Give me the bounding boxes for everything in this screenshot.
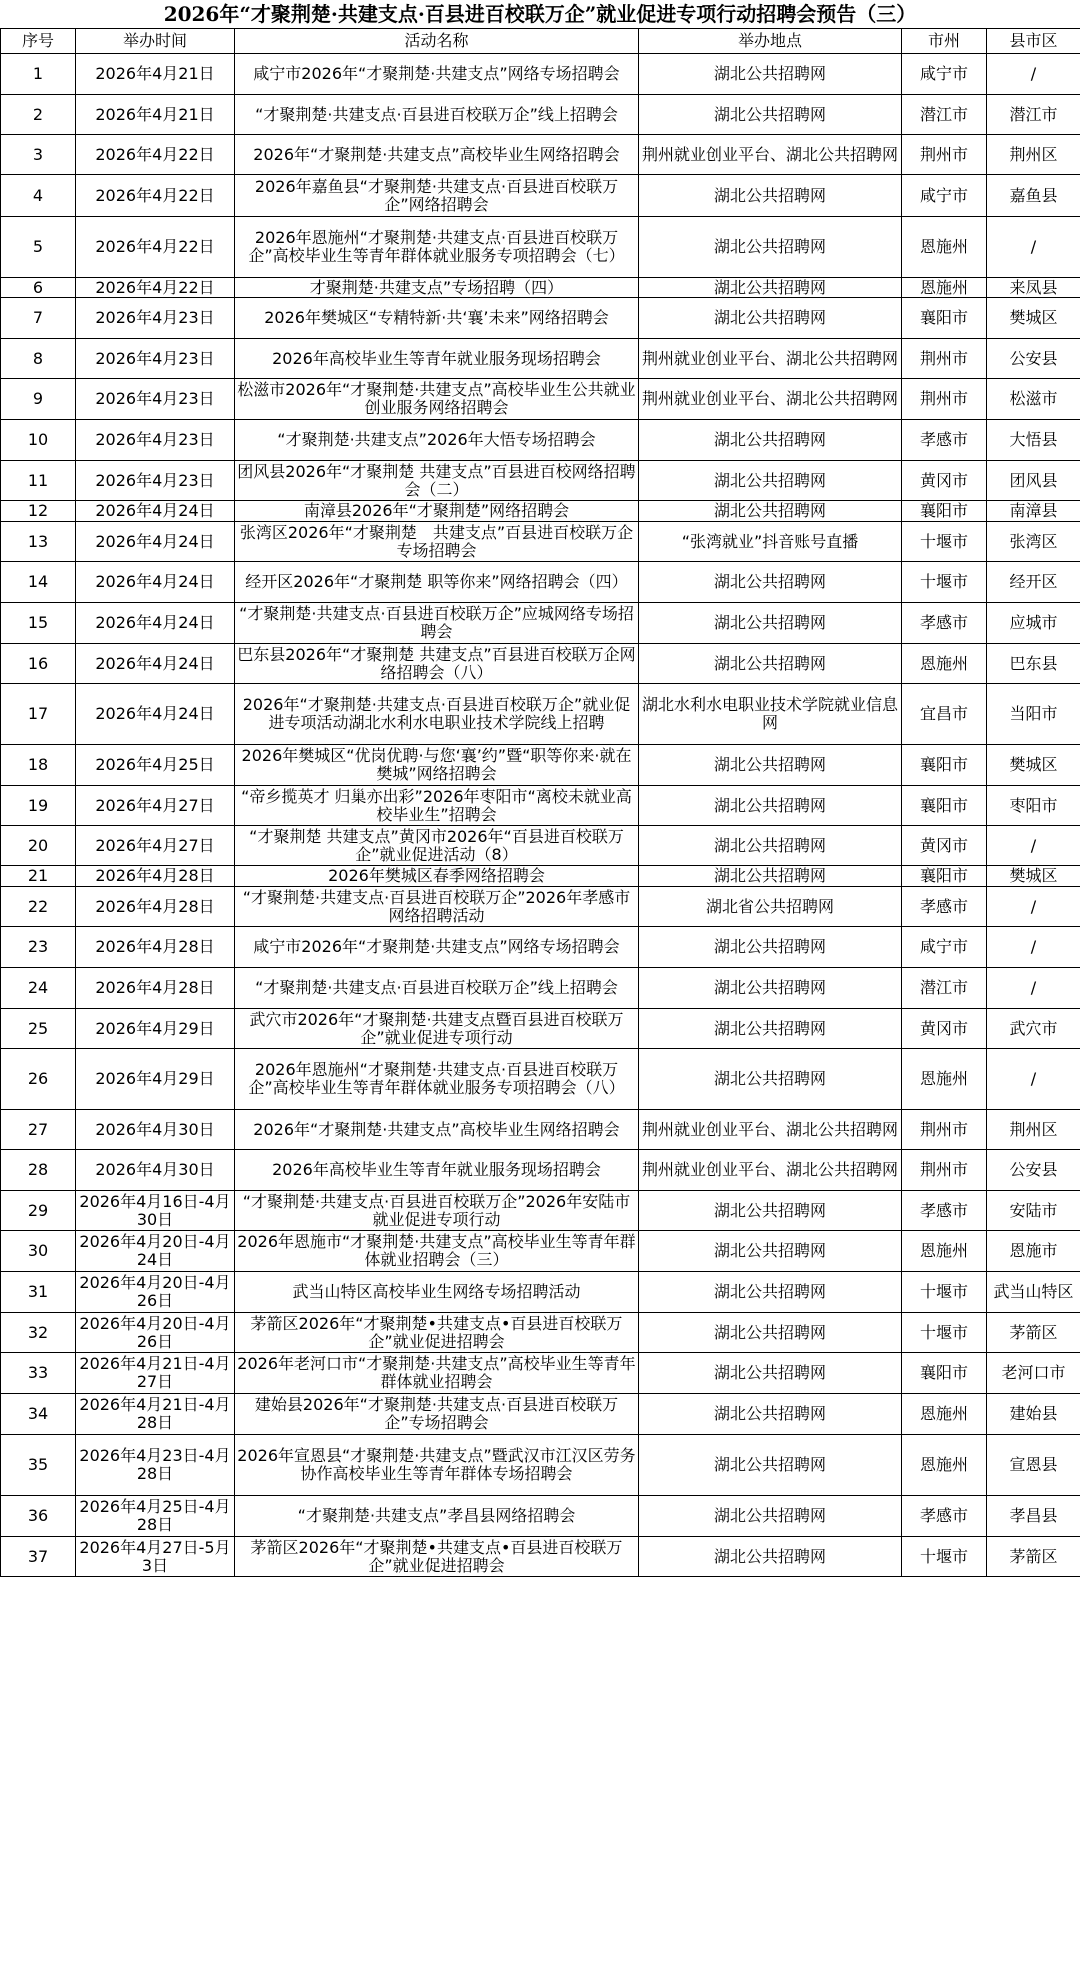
cell-date: 2026年4月27日-5月3日 <box>76 1537 235 1577</box>
cell-event-name: 2026年“才聚荆楚·共建支点”高校毕业生网络招聘会 <box>235 135 639 175</box>
cell-city: 襄阳市 <box>902 745 987 786</box>
cell-date: 2026年4月28日 <box>76 866 235 887</box>
cell-venue: 湖北公共招聘网 <box>639 298 902 339</box>
cell-date: 2026年4月22日 <box>76 175 235 217</box>
cell-event-name: “才聚荆楚 共建支点”黄冈市2026年“百县进百校联万企”就业促进活动（8） <box>235 826 639 866</box>
cell-district: / <box>987 217 1080 278</box>
cell-date: 2026年4月23日 <box>76 461 235 501</box>
cell-event-name: 咸宁市2026年“才聚荆楚·共建支点”网络专场招聘会 <box>235 927 639 968</box>
table-row <box>1 603 1080 644</box>
cell-venue: 湖北公共招聘网 <box>639 217 902 278</box>
cell-event-name: 2026年老河口市“才聚荆楚·共建支点”高校毕业生等青年群体就业招聘会 <box>235 1353 639 1394</box>
cell-district: 巴东县 <box>987 644 1080 684</box>
cell-district: 应城市 <box>987 603 1080 644</box>
cell-city: 荆州市 <box>902 379 987 420</box>
table-row <box>1 887 1080 927</box>
cell-venue: 湖北公共招聘网 <box>639 95 902 135</box>
cell-index: 22 <box>1 887 76 927</box>
table-row <box>1 461 1080 501</box>
cell-index: 4 <box>1 175 76 217</box>
cell-event-name: 团风县2026年“才聚荆楚 共建支点”百县进百校网络招聘会（二） <box>235 461 639 501</box>
cell-index: 35 <box>1 1435 76 1496</box>
cell-index: 29 <box>1 1191 76 1231</box>
cell-city: 十堰市 <box>902 1537 987 1577</box>
table-row <box>1 644 1080 684</box>
cell-city: 咸宁市 <box>902 54 987 95</box>
cell-index: 37 <box>1 1537 76 1577</box>
cell-district: 茅箭区 <box>987 1313 1080 1353</box>
table-row <box>1 420 1080 461</box>
cell-event-name: 建始县2026年“才聚荆楚·共建支点·百县进百校联万企”专场招聘会 <box>235 1394 639 1435</box>
cell-date: 2026年4月24日 <box>76 522 235 562</box>
cell-district: / <box>987 927 1080 968</box>
cell-venue: 湖北公共招聘网 <box>639 501 902 522</box>
cell-district: 武穴市 <box>987 1009 1080 1049</box>
cell-index: 14 <box>1 562 76 603</box>
table-row <box>1 54 1080 95</box>
cell-index: 7 <box>1 298 76 339</box>
cell-date: 2026年4月22日 <box>76 217 235 278</box>
cell-district: 张湾区 <box>987 522 1080 562</box>
cell-date: 2026年4月27日 <box>76 786 235 826</box>
cell-index: 26 <box>1 1049 76 1110</box>
cell-date: 2026年4月24日 <box>76 684 235 745</box>
table-row <box>1 562 1080 603</box>
table-row <box>1 1150 1080 1191</box>
cell-date: 2026年4月28日 <box>76 887 235 927</box>
cell-venue: 湖北公共招聘网 <box>639 968 902 1009</box>
cell-district: 宣恩县 <box>987 1435 1080 1496</box>
cell-city: 潜江市 <box>902 968 987 1009</box>
table-row <box>1 1191 1080 1231</box>
cell-city: 咸宁市 <box>902 927 987 968</box>
cell-index: 8 <box>1 339 76 379</box>
cell-index: 28 <box>1 1150 76 1191</box>
cell-district: 茅箭区 <box>987 1537 1080 1577</box>
cell-event-name: 2026年宣恩县“才聚荆楚·共建支点”暨武汉市江汉区劳务协作高校毕业生等青年群体专场招聘会 <box>235 1435 639 1496</box>
cell-date: 2026年4月20日-4月24日 <box>76 1231 235 1272</box>
cell-venue: 湖北公共招聘网 <box>639 175 902 217</box>
cell-venue: 湖北公共招聘网 <box>639 278 902 298</box>
header-city: 市州 <box>902 29 987 54</box>
cell-event-name: 经开区2026年“才聚荆楚 职等你来”网络招聘会（四） <box>235 562 639 603</box>
cell-city: 襄阳市 <box>902 298 987 339</box>
cell-event-name: 2026年樊城区“优岗优聘·与您‘襄’约”暨“职等你来·就在樊城”网络招聘会 <box>235 745 639 786</box>
table-row <box>1 1435 1080 1496</box>
cell-index: 24 <box>1 968 76 1009</box>
table-row <box>1 968 1080 1009</box>
cell-date: 2026年4月24日 <box>76 562 235 603</box>
cell-venue: 荆州就业创业平台、湖北公共招聘网 <box>639 1150 902 1191</box>
cell-index: 1 <box>1 54 76 95</box>
cell-event-name: “才聚荆楚·共建支点”孝昌县网络招聘会 <box>235 1496 639 1537</box>
table-header-row <box>1 29 1080 54</box>
cell-event-name: 2026年“才聚荆楚·共建支点”高校毕业生网络招聘会 <box>235 1110 639 1150</box>
cell-index: 32 <box>1 1313 76 1353</box>
cell-district: / <box>987 1049 1080 1110</box>
cell-event-name: “才聚荆楚·共建支点·百县进百校联万企”2026年孝感市网络招聘活动 <box>235 887 639 927</box>
table-row <box>1 1110 1080 1150</box>
table-row <box>1 339 1080 379</box>
table-row <box>1 135 1080 175</box>
cell-index: 6 <box>1 278 76 298</box>
cell-index: 34 <box>1 1394 76 1435</box>
cell-event-name: 武当山特区高校毕业生网络专场招聘活动 <box>235 1272 639 1313</box>
cell-event-name: “才聚荆楚·共建支点·百县进百校联万企”线上招聘会 <box>235 95 639 135</box>
cell-city: 襄阳市 <box>902 866 987 887</box>
cell-city: 黄冈市 <box>902 826 987 866</box>
cell-index: 17 <box>1 684 76 745</box>
cell-venue: 湖北公共招聘网 <box>639 1272 902 1313</box>
cell-venue: 荆州就业创业平台、湖北公共招聘网 <box>639 379 902 420</box>
cell-district: 松滋市 <box>987 379 1080 420</box>
cell-venue: 湖北公共招聘网 <box>639 1537 902 1577</box>
cell-date: 2026年4月21日-4月27日 <box>76 1353 235 1394</box>
cell-index: 2 <box>1 95 76 135</box>
cell-venue: 湖北公共招聘网 <box>639 1394 902 1435</box>
cell-venue: 湖北公共招聘网 <box>639 927 902 968</box>
cell-event-name: 2026年樊城区“专精特新·共‘襄’未来”网络招聘会 <box>235 298 639 339</box>
cell-district: / <box>987 54 1080 95</box>
cell-venue: 湖北公共招聘网 <box>639 1353 902 1394</box>
table-row <box>1 1353 1080 1394</box>
cell-date: 2026年4月21日 <box>76 95 235 135</box>
cell-district: 嘉鱼县 <box>987 175 1080 217</box>
job-fair-table <box>0 28 1080 1577</box>
cell-index: 27 <box>1 1110 76 1150</box>
cell-city: 恩施州 <box>902 1049 987 1110</box>
cell-district: 恩施市 <box>987 1231 1080 1272</box>
cell-venue: 湖北公共招聘网 <box>639 644 902 684</box>
cell-venue: 湖北公共招聘网 <box>639 1049 902 1110</box>
cell-event-name: 茅箭区2026年“才聚荆楚•共建支点•百县进百校联万企”就业促进招聘会 <box>235 1537 639 1577</box>
cell-index: 12 <box>1 501 76 522</box>
table-row <box>1 1394 1080 1435</box>
cell-index: 23 <box>1 927 76 968</box>
cell-event-name: “才聚荆楚·共建支点”2026年大悟专场招聘会 <box>235 420 639 461</box>
cell-city: 黄冈市 <box>902 461 987 501</box>
cell-date: 2026年4月24日 <box>76 644 235 684</box>
cell-district: 老河口市 <box>987 1353 1080 1394</box>
cell-district: 樊城区 <box>987 745 1080 786</box>
table-row <box>1 745 1080 786</box>
table-row <box>1 1272 1080 1313</box>
table-row <box>1 379 1080 420</box>
cell-date: 2026年4月23日 <box>76 379 235 420</box>
cell-event-name: 才聚荆楚·共建支点”专场招聘（四） <box>235 278 639 298</box>
table-row <box>1 522 1080 562</box>
cell-venue: 荆州就业创业平台、湖北公共招聘网 <box>639 1110 902 1150</box>
document-title: 2026年“才聚荆楚·共建支点·百县进百校联万企”就业促进专项行动招聘会预告（三） <box>163 2 917 26</box>
cell-event-name: 2026年樊城区春季网络招聘会 <box>235 866 639 887</box>
cell-city: 十堰市 <box>902 1272 987 1313</box>
cell-date: 2026年4月28日 <box>76 927 235 968</box>
table-row <box>1 501 1080 522</box>
cell-venue: 湖北公共招聘网 <box>639 1313 902 1353</box>
cell-district: 孝昌县 <box>987 1496 1080 1537</box>
cell-event-name: “才聚荆楚·共建支点·百县进百校联万企”线上招聘会 <box>235 968 639 1009</box>
cell-district: 当阳市 <box>987 684 1080 745</box>
cell-venue: 湖北公共招聘网 <box>639 603 902 644</box>
cell-city: 恩施州 <box>902 1435 987 1496</box>
cell-city: 孝感市 <box>902 1496 987 1537</box>
table-row <box>1 217 1080 278</box>
cell-district: / <box>987 887 1080 927</box>
cell-event-name: 咸宁市2026年“才聚荆楚·共建支点”网络专场招聘会 <box>235 54 639 95</box>
cell-city: 十堰市 <box>902 562 987 603</box>
cell-date: 2026年4月23日-4月28日 <box>76 1435 235 1496</box>
cell-venue: 湖北公共招聘网 <box>639 461 902 501</box>
cell-city: 潜江市 <box>902 95 987 135</box>
cell-event-name: 巴东县2026年“才聚荆楚 共建支点”百县进百校联万企网络招聘会（八） <box>235 644 639 684</box>
cell-date: 2026年4月22日 <box>76 278 235 298</box>
cell-venue: 湖北公共招聘网 <box>639 826 902 866</box>
cell-district: 公安县 <box>987 1150 1080 1191</box>
cell-index: 21 <box>1 866 76 887</box>
cell-event-name: 2026年“才聚荆楚·共建支点·百县进百校联万企”就业促进专项活动湖北水利水电职业技术学院线上招聘 <box>235 684 639 745</box>
cell-district: 樊城区 <box>987 298 1080 339</box>
cell-date: 2026年4月21日 <box>76 54 235 95</box>
cell-index: 33 <box>1 1353 76 1394</box>
cell-date: 2026年4月24日 <box>76 501 235 522</box>
cell-city: 荆州市 <box>902 339 987 379</box>
cell-city: 恩施州 <box>902 278 987 298</box>
cell-index: 3 <box>1 135 76 175</box>
cell-index: 30 <box>1 1231 76 1272</box>
table-row <box>1 927 1080 968</box>
cell-index: 31 <box>1 1272 76 1313</box>
cell-venue: 湖北公共招聘网 <box>639 866 902 887</box>
cell-city: 襄阳市 <box>902 501 987 522</box>
cell-venue: 湖北公共招聘网 <box>639 54 902 95</box>
cell-district: 南漳县 <box>987 501 1080 522</box>
cell-index: 5 <box>1 217 76 278</box>
header-venue: 举办地点 <box>639 29 902 54</box>
cell-city: 十堰市 <box>902 522 987 562</box>
table-row <box>1 298 1080 339</box>
cell-index: 36 <box>1 1496 76 1537</box>
cell-date: 2026年4月16日-4月30日 <box>76 1191 235 1231</box>
cell-date: 2026年4月22日 <box>76 135 235 175</box>
cell-date: 2026年4月30日 <box>76 1150 235 1191</box>
cell-district: 枣阳市 <box>987 786 1080 826</box>
cell-date: 2026年4月24日 <box>76 603 235 644</box>
cell-city: 恩施州 <box>902 644 987 684</box>
header-district: 县市区 <box>987 29 1080 54</box>
cell-city: 襄阳市 <box>902 1353 987 1394</box>
cell-district: / <box>987 826 1080 866</box>
cell-event-name: 松滋市2026年“才聚荆楚·共建支点”高校毕业生公共就业创业服务网络招聘会 <box>235 379 639 420</box>
cell-city: 荆州市 <box>902 135 987 175</box>
cell-city: 荆州市 <box>902 1110 987 1150</box>
cell-index: 25 <box>1 1009 76 1049</box>
cell-event-name: “才聚荆楚·共建支点·百县进百校联万企”2026年安陆市就业促进专项行动 <box>235 1191 639 1231</box>
cell-district: 荆州区 <box>987 135 1080 175</box>
cell-venue: 湖北公共招聘网 <box>639 745 902 786</box>
cell-venue: “张湾就业”抖音账号直播 <box>639 522 902 562</box>
cell-event-name: “才聚荆楚·共建支点·百县进百校联万企”应城网络专场招聘会 <box>235 603 639 644</box>
cell-date: 2026年4月23日 <box>76 339 235 379</box>
cell-city: 孝感市 <box>902 1191 987 1231</box>
cell-venue: 湖北省公共招聘网 <box>639 887 902 927</box>
cell-venue: 湖北公共招聘网 <box>639 1009 902 1049</box>
cell-district: 经开区 <box>987 562 1080 603</box>
cell-date: 2026年4月25日-4月28日 <box>76 1496 235 1537</box>
cell-index: 18 <box>1 745 76 786</box>
table-row <box>1 175 1080 217</box>
cell-date: 2026年4月28日 <box>76 968 235 1009</box>
table-row <box>1 826 1080 866</box>
cell-district: 来凤县 <box>987 278 1080 298</box>
cell-city: 孝感市 <box>902 887 987 927</box>
cell-venue: 湖北公共招聘网 <box>639 1231 902 1272</box>
cell-date: 2026年4月20日-4月26日 <box>76 1272 235 1313</box>
cell-event-name: 张湾区2026年“才聚荆楚 共建支点”百县进百校联万企专场招聘会 <box>235 522 639 562</box>
cell-city: 恩施州 <box>902 217 987 278</box>
cell-district: 团风县 <box>987 461 1080 501</box>
table-row <box>1 1537 1080 1577</box>
cell-district: 荆州区 <box>987 1110 1080 1150</box>
cell-venue: 湖北公共招聘网 <box>639 562 902 603</box>
cell-event-name: 2026年恩施州“才聚荆楚·共建支点·百县进百校联万企”高校毕业生等青年群体就业服务专项招聘会（七） <box>235 217 639 278</box>
table-row <box>1 866 1080 887</box>
cell-event-name: 2026年高校毕业生等青年就业服务现场招聘会 <box>235 339 639 379</box>
cell-event-name: 南漳县2026年“才聚荆楚”网络招聘会 <box>235 501 639 522</box>
table-row <box>1 1231 1080 1272</box>
cell-venue: 湖北公共招聘网 <box>639 1191 902 1231</box>
cell-district: / <box>987 968 1080 1009</box>
cell-city: 恩施州 <box>902 1394 987 1435</box>
cell-date: 2026年4月20日-4月26日 <box>76 1313 235 1353</box>
cell-event-name: 2026年高校毕业生等青年就业服务现场招聘会 <box>235 1150 639 1191</box>
header-index: 序号 <box>1 29 76 54</box>
cell-index: 20 <box>1 826 76 866</box>
cell-venue: 湖北水利水电职业技术学院就业信息网 <box>639 684 902 745</box>
cell-index: 9 <box>1 379 76 420</box>
cell-index: 15 <box>1 603 76 644</box>
cell-date: 2026年4月29日 <box>76 1009 235 1049</box>
cell-date: 2026年4月27日 <box>76 826 235 866</box>
cell-index: 13 <box>1 522 76 562</box>
cell-venue: 荆州就业创业平台、湖北公共招聘网 <box>639 339 902 379</box>
cell-city: 宜昌市 <box>902 684 987 745</box>
cell-date: 2026年4月23日 <box>76 298 235 339</box>
table-row <box>1 684 1080 745</box>
cell-venue: 湖北公共招聘网 <box>639 786 902 826</box>
cell-index: 19 <box>1 786 76 826</box>
cell-venue: 荆州就业创业平台、湖北公共招聘网 <box>639 135 902 175</box>
cell-city: 咸宁市 <box>902 175 987 217</box>
header-event-name: 活动名称 <box>235 29 639 54</box>
cell-index: 10 <box>1 420 76 461</box>
cell-city: 黄冈市 <box>902 1009 987 1049</box>
cell-date: 2026年4月25日 <box>76 745 235 786</box>
cell-venue: 湖北公共招聘网 <box>639 1435 902 1496</box>
cell-date: 2026年4月21日-4月28日 <box>76 1394 235 1435</box>
cell-venue: 湖北公共招聘网 <box>639 420 902 461</box>
cell-event-name: “帝乡揽英才 归巢亦出彩”2026年枣阳市“离校未就业高校毕业生”招聘会 <box>235 786 639 826</box>
cell-district: 安陆市 <box>987 1191 1080 1231</box>
cell-date: 2026年4月23日 <box>76 420 235 461</box>
cell-event-name: 2026年恩施州“才聚荆楚·共建支点·百县进百校联万企”高校毕业生等青年群体就业服务专项招聘会（八） <box>235 1049 639 1110</box>
table-row <box>1 1313 1080 1353</box>
cell-event-name: 2026年嘉鱼县“才聚荆楚·共建支点·百县进百校联万企”网络招聘会 <box>235 175 639 217</box>
header-date: 举办时间 <box>76 29 235 54</box>
cell-index: 16 <box>1 644 76 684</box>
cell-date: 2026年4月29日 <box>76 1049 235 1110</box>
cell-district: 建始县 <box>987 1394 1080 1435</box>
cell-city: 襄阳市 <box>902 786 987 826</box>
table-row <box>1 786 1080 826</box>
cell-city: 孝感市 <box>902 420 987 461</box>
table-row <box>1 1496 1080 1537</box>
cell-event-name: 2026年恩施市“才聚荆楚·共建支点”高校毕业生等青年群体就业招聘会（三） <box>235 1231 639 1272</box>
cell-event-name: 茅箭区2026年“才聚荆楚•共建支点•百县进百校联万企”就业促进招聘会 <box>235 1313 639 1353</box>
table-row <box>1 95 1080 135</box>
cell-event-name: 武穴市2026年“才聚荆楚·共建支点暨百县进百校联万企”就业促进专项行动 <box>235 1009 639 1049</box>
table-row <box>1 1009 1080 1049</box>
cell-city: 荆州市 <box>902 1150 987 1191</box>
cell-city: 孝感市 <box>902 603 987 644</box>
cell-date: 2026年4月30日 <box>76 1110 235 1150</box>
cell-district: 樊城区 <box>987 866 1080 887</box>
cell-district: 公安县 <box>987 339 1080 379</box>
table-row <box>1 1049 1080 1110</box>
cell-city: 恩施州 <box>902 1231 987 1272</box>
cell-city: 十堰市 <box>902 1313 987 1353</box>
cell-venue: 湖北公共招聘网 <box>639 1496 902 1537</box>
cell-district: 大悟县 <box>987 420 1080 461</box>
cell-district: 武当山特区 <box>987 1272 1080 1313</box>
cell-district: 潜江市 <box>987 95 1080 135</box>
table-row <box>1 278 1080 298</box>
cell-index: 11 <box>1 461 76 501</box>
